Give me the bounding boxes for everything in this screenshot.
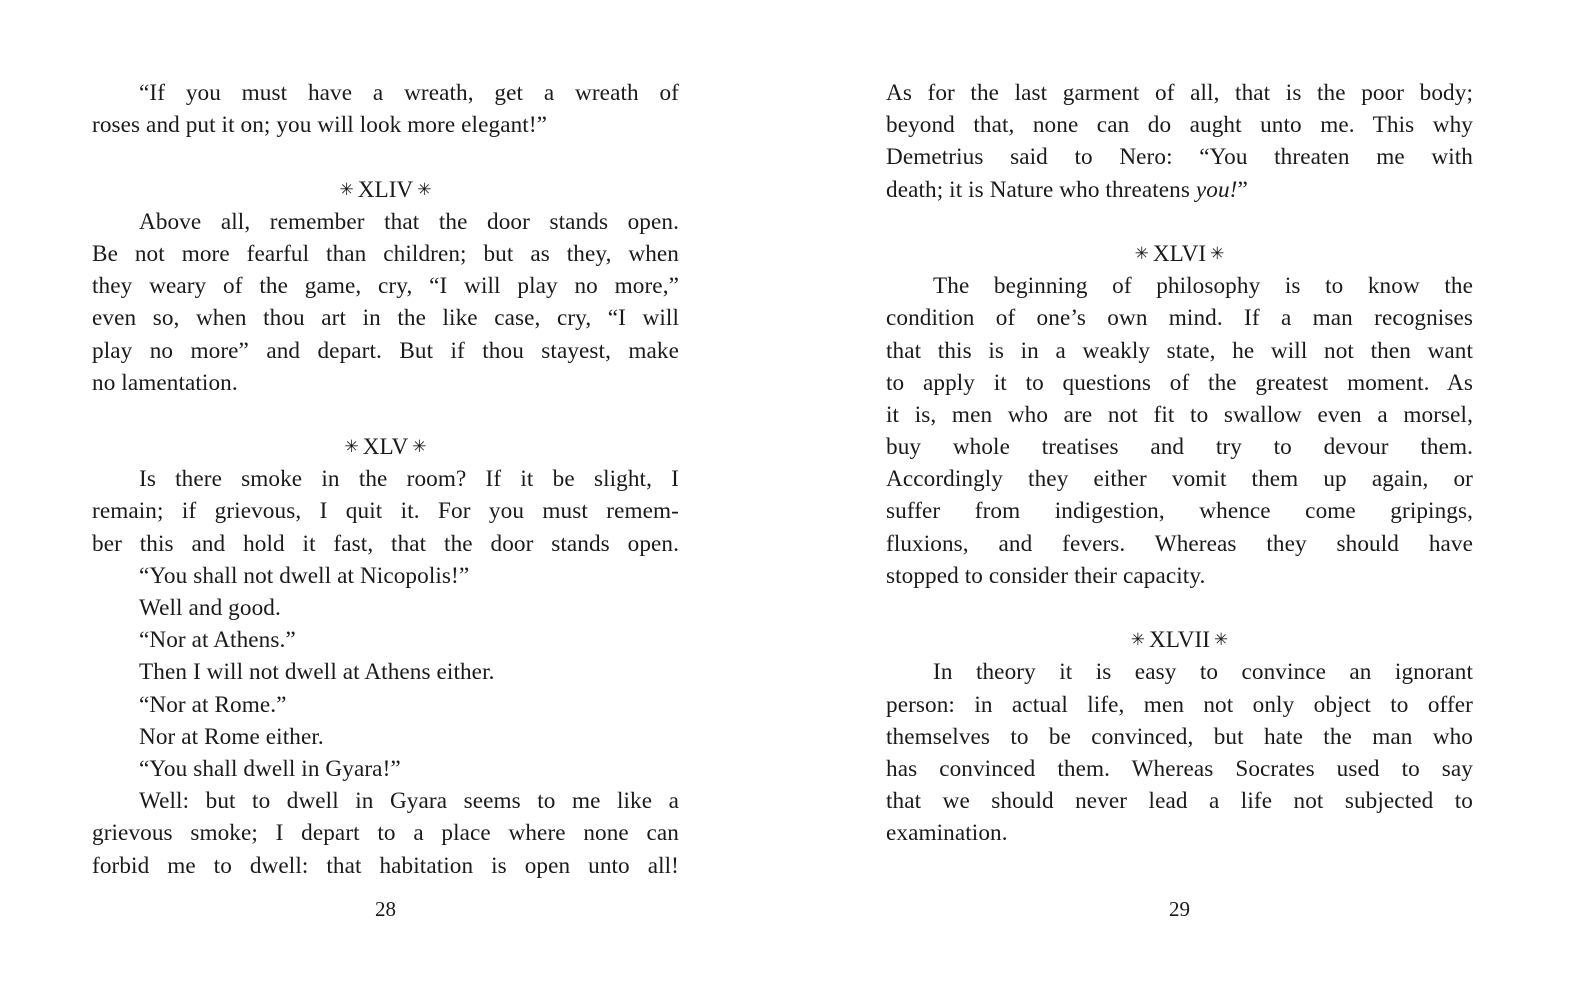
line-text: beyond that, none can do aught unto me. This why <box>886 112 1473 139</box>
section-heading <box>92 431 679 463</box>
paragraph <box>886 270 1473 592</box>
section-gap <box>92 141 679 173</box>
line-text: “You shall dwell in Gyara!” <box>139 755 401 782</box>
line-text: remain; if grievous, I quit it. For you must remem- <box>92 498 679 525</box>
line-text: “Nor at Rome.” <box>139 691 287 718</box>
line-text: “If you must have a wreath, get a wreath of <box>139 80 679 106</box>
text-line <box>92 721 679 753</box>
right-page <box>886 77 1473 850</box>
text-line <box>886 656 1473 688</box>
text-line <box>886 174 1473 206</box>
line-text: “You shall not dwell at Nicopolis!” <box>139 562 470 589</box>
text-line <box>92 270 679 302</box>
section-numeral: XLVI <box>1152 240 1207 267</box>
section-heading <box>886 238 1473 270</box>
line-text: Nor at Rome either. <box>139 723 324 750</box>
line-text: Be not more fearful than children; but as they, when <box>92 240 679 267</box>
line-text: has convinced them. Whereas Socrates used to say <box>886 755 1473 782</box>
paragraph <box>92 77 679 141</box>
emphasis-text: you! <box>1195 176 1238 203</box>
paragraph <box>886 77 1473 206</box>
line-text: Is there smoke in the room? If it be slight, I <box>139 466 679 493</box>
line-text: Above all, remember that the door stands open. <box>139 208 679 235</box>
line-text: roses and put it on; you will look more elegant!” <box>92 112 548 139</box>
section-numeral: XLVII <box>1149 627 1210 654</box>
text-line <box>886 109 1473 141</box>
text-line <box>92 624 679 656</box>
text-line <box>886 302 1473 334</box>
text-line <box>92 367 679 399</box>
text-line <box>92 335 679 367</box>
text-line <box>886 817 1473 849</box>
text-line <box>92 785 679 817</box>
line-text: suffer from indigestion, whence come gripings, <box>886 498 1473 525</box>
line-text: Then I will not dwell at Athens either. <box>139 659 495 686</box>
text-line <box>886 431 1473 463</box>
line-text: The beginning of philosophy is to know the <box>933 273 1473 300</box>
text-line <box>92 689 679 721</box>
asterisk-ornament-icon: ✳ <box>417 179 432 199</box>
asterisk-ornament-icon: ✳ <box>339 179 354 199</box>
line-text: As for the last garment of all, that is the poor body; <box>886 80 1473 106</box>
text-line <box>92 463 679 495</box>
text-line <box>92 592 679 624</box>
line-text: no lamentation. <box>92 369 238 396</box>
text-line <box>886 721 1473 753</box>
text-line <box>92 817 679 849</box>
line-text: themselves to be convinced, but hate the man who <box>886 723 1473 750</box>
text-line <box>886 495 1473 527</box>
text-line <box>92 528 679 560</box>
line-text: even so, when thou art in the like case, cry, “I will <box>92 305 679 332</box>
line-text: Well: but to dwell in Gyara seems to me like a <box>139 788 679 815</box>
text-line <box>92 109 679 141</box>
line-text: grievous smoke; I depart to a place where none can <box>92 820 679 847</box>
line-text: “Nor at Athens.” <box>139 627 296 654</box>
section-gap <box>886 592 1473 624</box>
text-line <box>886 463 1473 495</box>
line-text: that we should never lead a life not subjected to <box>886 788 1473 815</box>
section-numeral: XLV <box>362 434 409 461</box>
text-line <box>886 77 1473 109</box>
text-line <box>92 850 679 882</box>
section-numeral: XLIV <box>357 176 414 203</box>
asterisk-ornament-icon: ✳ <box>1213 630 1229 650</box>
line-text: that this is in a weakly state, he will not then want <box>886 337 1473 364</box>
text-line <box>886 141 1473 173</box>
text-line <box>886 785 1473 817</box>
section-heading <box>92 174 679 206</box>
text-line <box>92 753 679 785</box>
asterisk-ornament-icon: ✳ <box>1210 243 1225 263</box>
text-line <box>92 656 679 688</box>
line-text: Accordingly they either vomit them up again, or <box>886 466 1473 493</box>
asterisk-ornament-icon: ✳ <box>1134 243 1149 263</box>
line-text: person: in actual life, men not only object to offer <box>886 691 1473 718</box>
text-line <box>886 367 1473 399</box>
line-text: Well and good. <box>139 595 281 621</box>
line-text: buy whole treatises and try to devour them. <box>886 434 1473 461</box>
paragraph <box>92 463 679 881</box>
asterisk-ornament-icon: ✳ <box>344 437 359 457</box>
text-line <box>886 399 1473 431</box>
line-text: death; it is Nature who threatens <box>886 176 1196 203</box>
text-line <box>92 302 679 334</box>
line-text: fluxions, and fevers. Whereas they should have <box>886 530 1473 557</box>
text-line <box>92 560 679 592</box>
line-text: condition of one’s own mind. If a man recognises <box>886 305 1473 332</box>
line-text: In theory it is easy to convince an ignorant <box>933 659 1473 686</box>
line-text: they weary of the game, cry, “I will play no more,” <box>92 273 679 300</box>
text-line <box>92 495 679 527</box>
text-line <box>886 335 1473 367</box>
line-text: stopped to consider their capacity. <box>886 562 1206 589</box>
text-line <box>886 689 1473 721</box>
left-page <box>92 77 679 882</box>
line-text: to apply it to questions of the greatest moment. As <box>886 369 1473 396</box>
line-text: it is, men who are not fit to swallow even a morsel, <box>886 401 1473 428</box>
line-text: ber this and hold it fast, that the door stands open. <box>92 530 679 557</box>
paragraph <box>92 206 679 399</box>
text-line <box>886 528 1473 560</box>
line-text: Demetrius said to Nero: “You threaten me with <box>886 144 1473 171</box>
paragraph <box>886 656 1473 849</box>
line-text: forbid me to dwell: that habitation is open unto all! <box>92 852 679 879</box>
text-line <box>92 238 679 270</box>
asterisk-ornament-icon: ✳ <box>412 437 427 457</box>
line-text: play no more” and depart. But if thou stayest, make <box>92 337 679 364</box>
text-line <box>886 270 1473 302</box>
page-number-right: 29 <box>1169 897 1190 921</box>
asterisk-ornament-icon: ✳ <box>1130 630 1146 650</box>
text-line <box>92 206 679 238</box>
text-line <box>886 753 1473 785</box>
section-gap <box>92 399 679 431</box>
line-text: examination. <box>886 820 1008 847</box>
text-line <box>886 560 1473 592</box>
section-heading <box>886 624 1473 656</box>
text-line <box>92 77 679 109</box>
page-number-left: 28 <box>375 897 396 921</box>
closing-quote: ” <box>1237 176 1248 203</box>
section-gap <box>886 206 1473 238</box>
